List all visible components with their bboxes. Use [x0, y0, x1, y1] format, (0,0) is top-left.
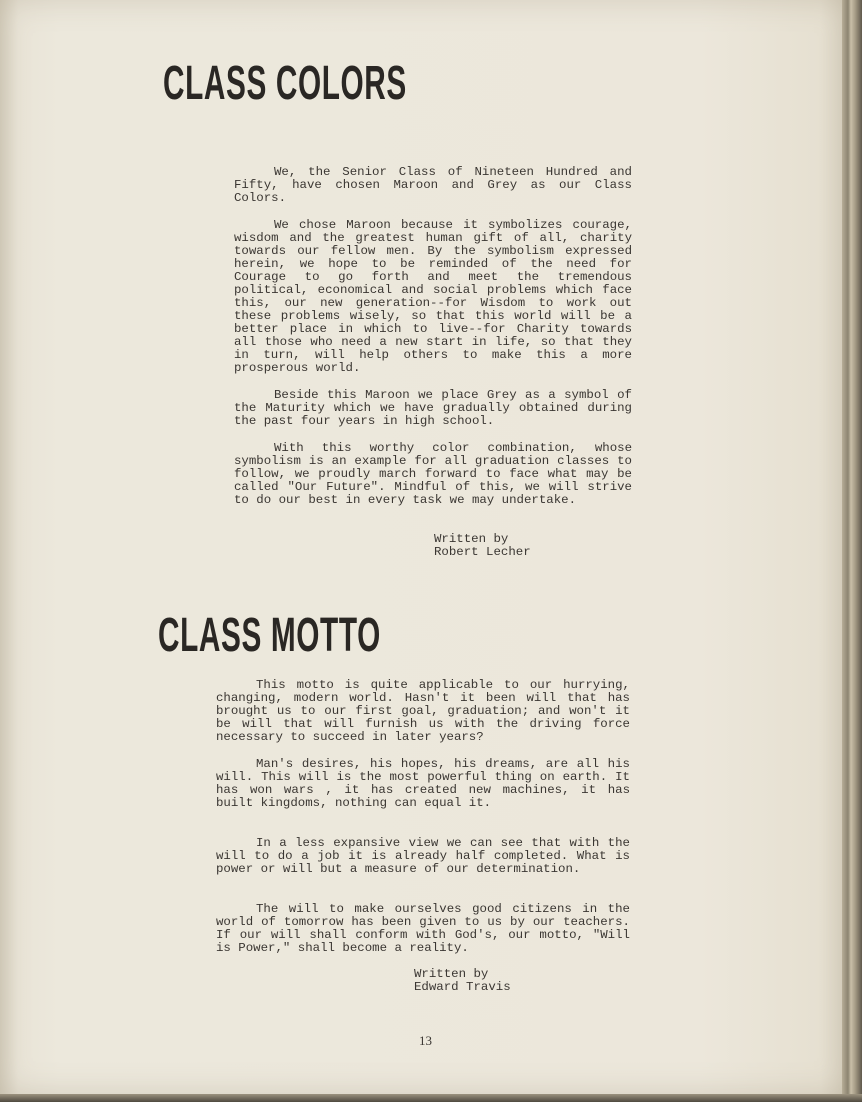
class-motto-paragraph-3: In a less expansive view we can see that with the will to do a job it is already half completed. What is power or will but a measure of our determination. [216, 836, 630, 876]
class-motto-credit [414, 968, 511, 994]
class-colors-paragraph-2: We chose Maroon because it symbolizes courage, wisdom and the greatest human gift of all, charity towards our fellow men. By the symbolism expressed herein, we hope to be reminded of the need for Courage to go forth and meet the tremendous political, economical and social problems which face this, our new generation--for Wisdom to work out these problems wisely, so that this world will be a better place in which to live--for Charity towards all those who need a new start in life, so that they in turn, will help others to make this a more prosperous world. [234, 218, 632, 375]
credit-label: Written by [414, 967, 489, 981]
credit-author: Edward Travis [414, 980, 511, 994]
page-number: 13 [419, 1033, 432, 1048]
class-colors-heading: CLASS COLORS [163, 57, 407, 110]
class-motto-paragraph-2: Man's desires, his hopes, his dreams, are all his will. This will is the most powerful thing on earth. It has won wars , it has created new machines, it has built kingdoms, nothing can equal it. [216, 757, 630, 810]
class-colors-credit [434, 533, 531, 559]
credit-label: Written by [434, 532, 509, 546]
class-motto-paragraph-1: This motto is quite applicable to our hurrying, changing, modern world. Hasn't it been will that has brought us to our first goal, graduation; and won't it be will that will furnish us with the driving force necessary to succeed in later years? [216, 678, 630, 744]
class-motto-paragraph-4: The will to make ourselves good citizens in the world of tomorrow has been given to us by our teachers. If our will shall conform with God's, our motto, "Will is Power," shall become a reality. [216, 902, 630, 955]
class-motto-heading: CLASS MOTTO [158, 609, 381, 662]
credit-author: Robert Lecher [434, 545, 531, 559]
class-colors-paragraph-1: We, the Senior Class of Nineteen Hundred and Fifty, have chosen Maroon and Grey as our Class Colors. [234, 165, 632, 205]
bottom-edge [0, 1094, 862, 1102]
page-edge [842, 0, 862, 1102]
class-colors-paragraph-4: With this worthy color combination, whose symbolism is an example for all graduation classes to follow, we proudly march forward to face what may be called "Our Future". Mindful of this, we will strive to do our best in every task we may undertake. [234, 441, 632, 507]
class-colors-paragraph-3: Beside this Maroon we place Grey as a symbol of the Maturity which we have gradually obtained during the past four years in high school. [234, 388, 632, 428]
